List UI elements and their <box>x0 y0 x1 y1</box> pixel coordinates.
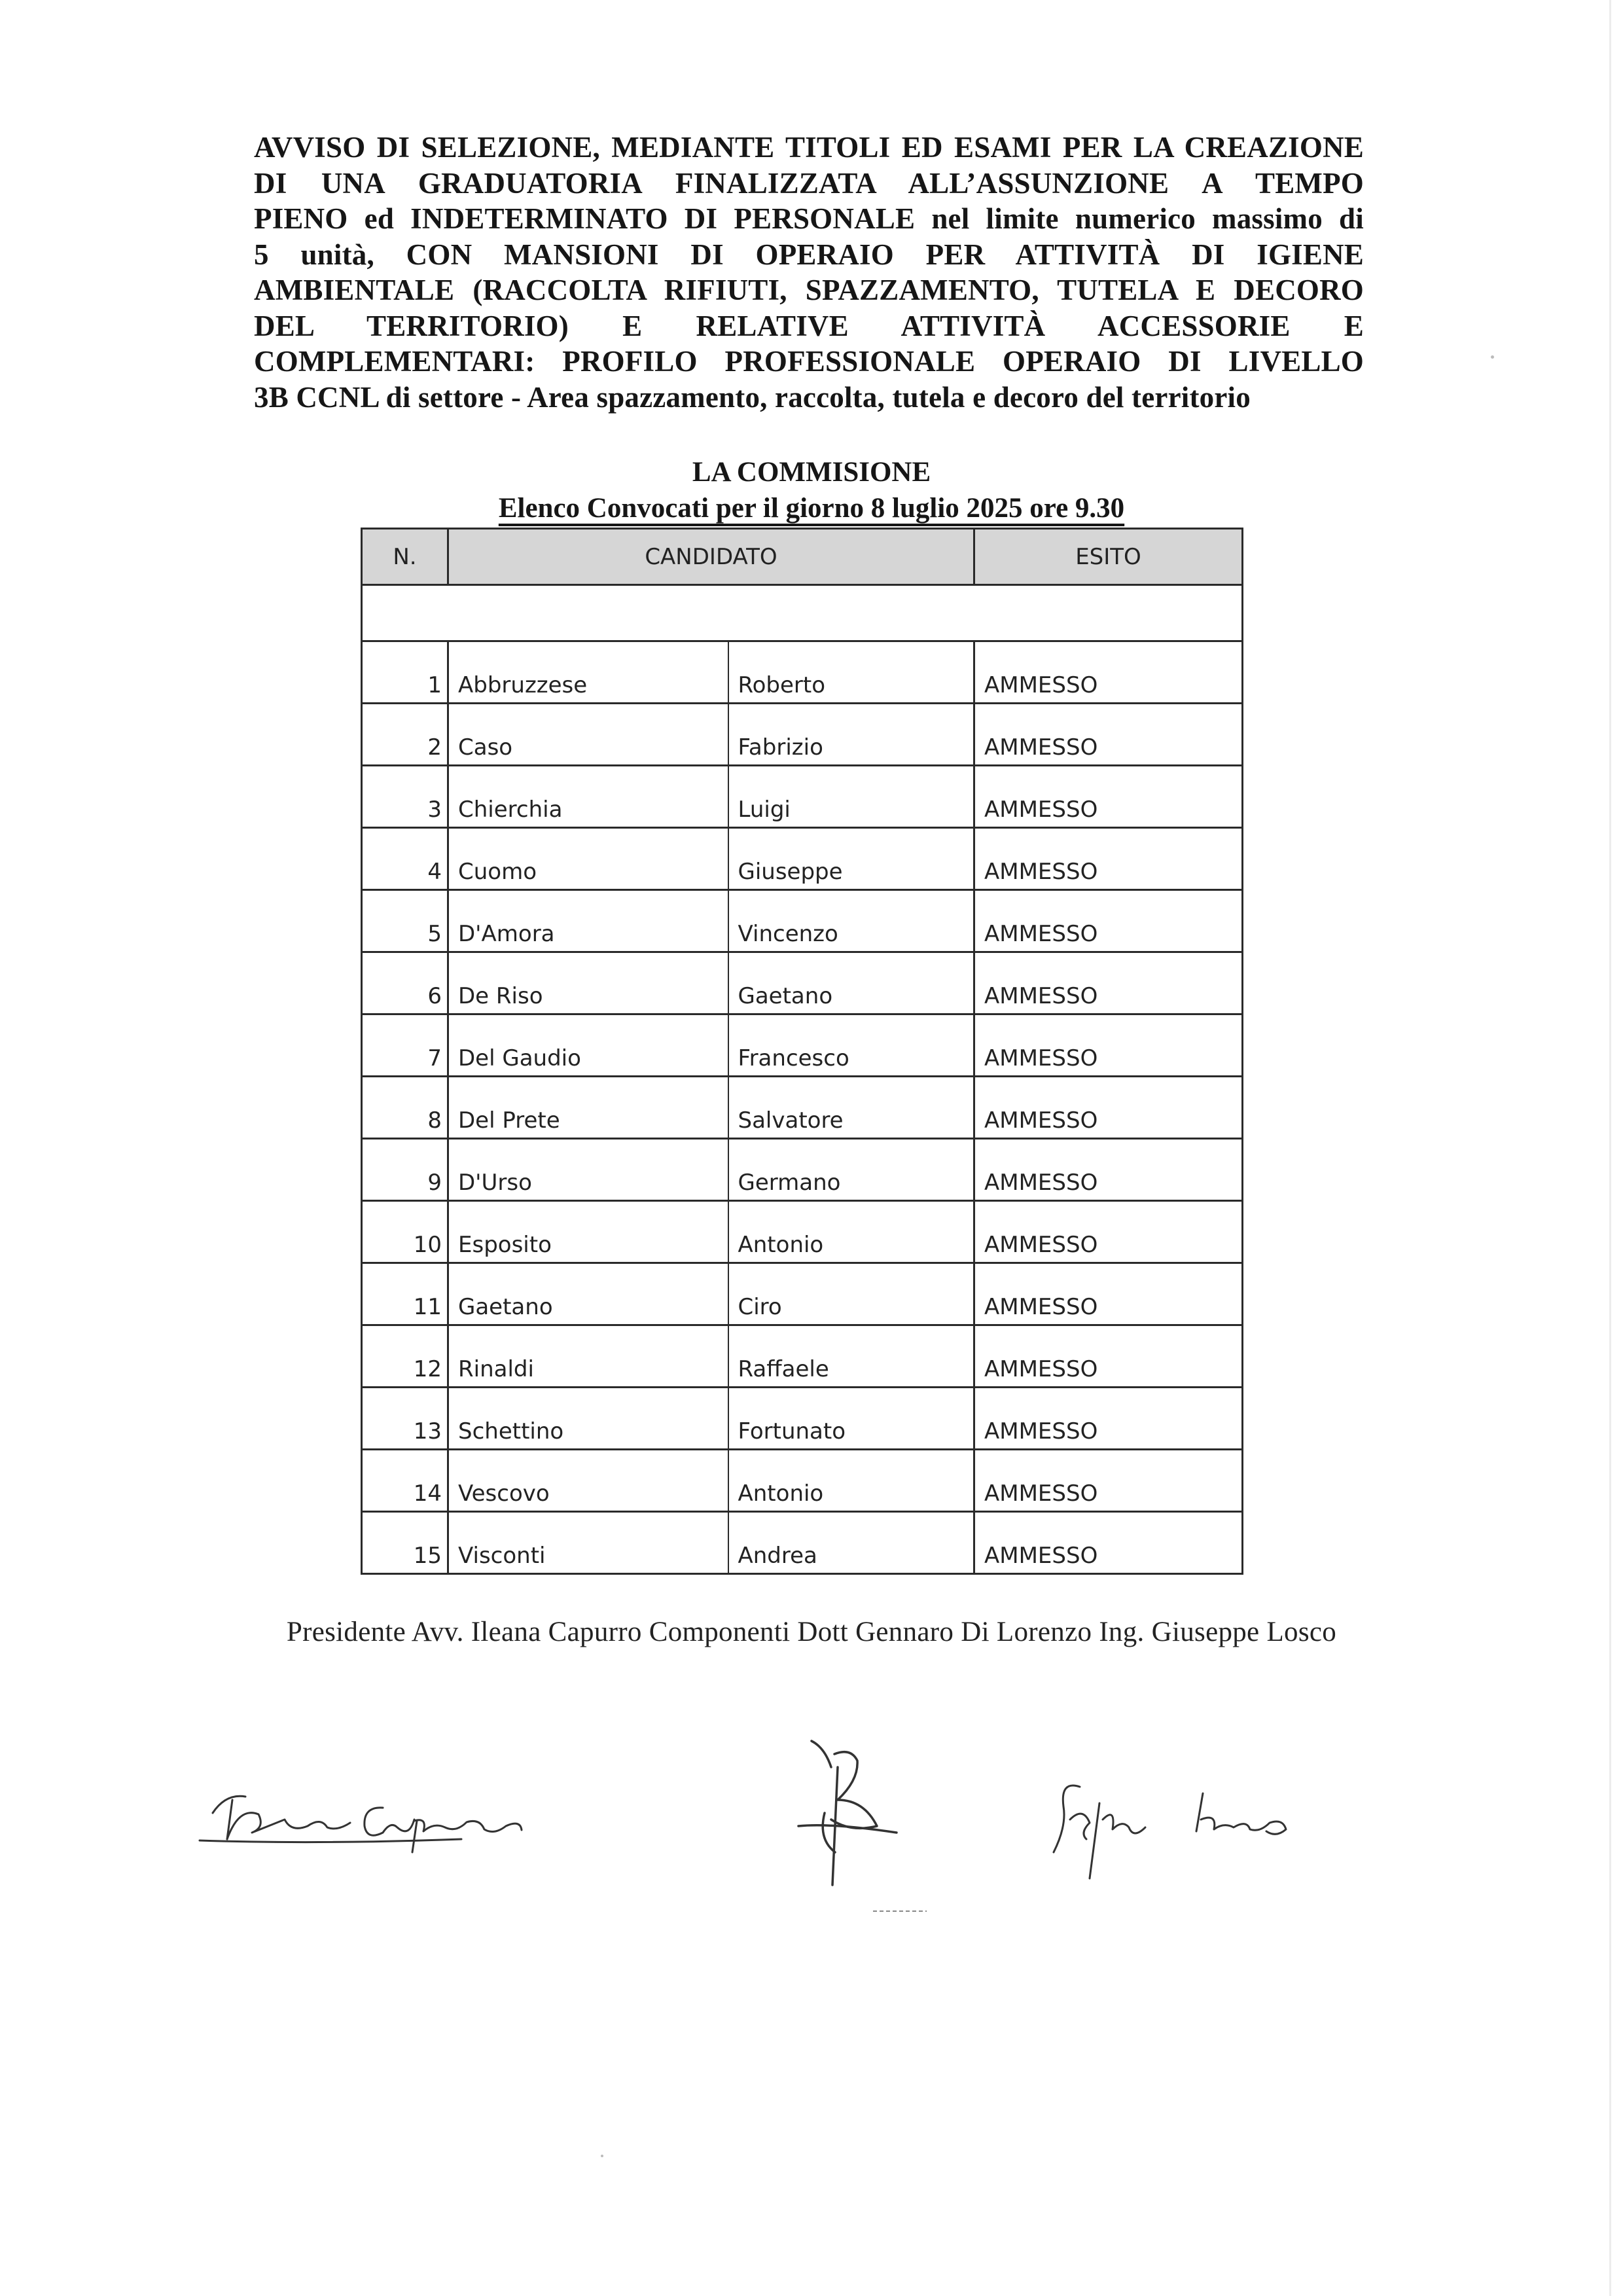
header-line: AMBIENTALE (RACCOLTA RIFIUTI, SPAZZAMENTO, TUTELA E DECORO <box>254 274 1364 306</box>
candidate-outcome: AMMESSO <box>974 704 1243 766</box>
candidate-surname: Rinaldi <box>448 1325 728 1388</box>
scan-edge-line <box>1609 0 1611 2296</box>
table-row <box>362 641 1243 704</box>
candidate-surname: Chierchia <box>448 766 728 828</box>
row-number: 9 <box>362 1139 448 1201</box>
notice-header <box>254 130 1364 415</box>
scan-speck <box>1491 355 1494 359</box>
table-row <box>362 766 1243 828</box>
blank-row <box>362 585 1243 641</box>
header-line: DI UNA GRADUATORIA FINALIZZATA ALL’ASSUNZIONE A TEMPO <box>254 166 1364 200</box>
candidate-outcome: AMMESSO <box>974 1201 1243 1263</box>
row-number: 5 <box>362 890 448 952</box>
table-row <box>362 1201 1243 1263</box>
row-number: 7 <box>362 1014 448 1077</box>
candidate-name: Ciro <box>728 1263 974 1325</box>
row-number: 6 <box>362 952 448 1014</box>
candidate-surname: Cuomo <box>448 828 728 890</box>
scan-speck <box>601 2155 603 2157</box>
candidate-surname: Esposito <box>448 1201 728 1263</box>
candidate-name: Raffaele <box>728 1325 974 1388</box>
candidate-outcome: AMMESSO <box>974 1077 1243 1139</box>
member-signature-2 <box>1034 1767 1309 1885</box>
scan-mark <box>870 1908 929 1914</box>
candidate-outcome: AMMESSO <box>974 952 1243 1014</box>
convocati-title: Elenco Convocati per il giorno 8 luglio 2025 ore 9.30 <box>498 493 1125 524</box>
commission-title: LA COMMISIONE <box>692 457 931 488</box>
candidate-surname: Visconti <box>448 1512 728 1574</box>
blank-cell <box>362 585 1243 641</box>
table-row <box>362 1014 1243 1077</box>
candidate-name: Antonio <box>728 1450 974 1512</box>
row-number: 13 <box>362 1388 448 1450</box>
candidate-outcome: AMMESSO <box>974 1388 1243 1450</box>
candidate-outcome: AMMESSO <box>974 1263 1243 1325</box>
candidate-name: Germano <box>728 1139 974 1201</box>
row-number: 1 <box>362 641 448 704</box>
candidate-name: Giuseppe <box>728 828 974 890</box>
candidate-outcome: AMMESSO <box>974 828 1243 890</box>
header-outcome: ESITO <box>974 529 1243 585</box>
candidate-outcome: AMMESSO <box>974 1512 1243 1574</box>
candidate-name: Fortunato <box>728 1388 974 1450</box>
candidate-name: Andrea <box>728 1512 974 1574</box>
row-number: 10 <box>362 1201 448 1263</box>
candidate-surname: Gaetano <box>448 1263 728 1325</box>
row-number: 8 <box>362 1077 448 1139</box>
header-line: AVVISO DI SELEZIONE, MEDIANTE TITOLI ED ESAMI PER LA CREAZIONE <box>254 131 1364 164</box>
candidate-surname: De Riso <box>448 952 728 1014</box>
candidate-surname: Vescovo <box>448 1450 728 1512</box>
header-line: 5 unità, CON MANSIONI DI OPERAIO PER ATTIVITÀ DI IGIENE <box>254 238 1364 271</box>
candidate-surname: Del Gaudio <box>448 1014 728 1077</box>
table-row <box>362 704 1243 766</box>
row-number: 14 <box>362 1450 448 1512</box>
row-number: 3 <box>362 766 448 828</box>
candidate-surname: Del Prete <box>448 1077 728 1139</box>
table-row <box>362 1263 1243 1325</box>
candidate-name: Salvatore <box>728 1077 974 1139</box>
candidate-name: Fabrizio <box>728 704 974 766</box>
header-line: COMPLEMENTARI: PROFILO PROFESSIONALE OPERAIO DI LIVELLO <box>254 345 1364 378</box>
candidate-outcome: AMMESSO <box>974 766 1243 828</box>
candidate-surname: D'Amora <box>448 890 728 952</box>
table-row <box>362 1325 1243 1388</box>
candidate-outcome: AMMESSO <box>974 1450 1243 1512</box>
candidate-name: Francesco <box>728 1014 974 1077</box>
table-row <box>362 952 1243 1014</box>
candidate-outcome: AMMESSO <box>974 1139 1243 1201</box>
member-signature-1 <box>772 1728 923 1898</box>
header-number: N. <box>362 529 448 585</box>
table-row <box>362 1512 1243 1574</box>
table-header-row <box>362 529 1243 585</box>
candidate-outcome: AMMESSO <box>974 890 1243 952</box>
candidate-outcome: AMMESSO <box>974 641 1243 704</box>
header-candidate: CANDIDATO <box>448 529 974 585</box>
row-number: 4 <box>362 828 448 890</box>
candidates-table <box>361 528 1243 1575</box>
candidate-surname: Schettino <box>448 1388 728 1450</box>
candidate-surname: Caso <box>448 704 728 766</box>
table-row <box>362 1139 1243 1201</box>
candidate-name: Vincenzo <box>728 890 974 952</box>
header-line: PIENO ed INDETERMINATO DI PERSONALE nel limite numerico massimo di <box>254 202 1364 235</box>
candidate-outcome: AMMESSO <box>974 1325 1243 1388</box>
header-line: DEL TERRITORIO) E RELATIVE ATTIVITÀ ACCESSORIE E <box>254 309 1364 342</box>
president-signature <box>187 1767 553 1859</box>
table-row <box>362 828 1243 890</box>
table-row <box>362 890 1243 952</box>
header-line: 3B CCNL di settore - Area spazzamento, raccolta, tutela e decoro del territorio <box>254 380 1251 414</box>
candidate-name: Luigi <box>728 766 974 828</box>
table-row <box>362 1450 1243 1512</box>
candidate-surname: D'Urso <box>448 1139 728 1201</box>
candidate-outcome: AMMESSO <box>974 1014 1243 1077</box>
candidate-surname: Abbruzzese <box>448 641 728 704</box>
row-number: 12 <box>362 1325 448 1388</box>
commission-members-line: Presidente Avv. Ileana Capurro Componenti Dott Gennaro Di Lorenzo Ing. Giuseppe Losco <box>286 1617 1337 1647</box>
candidate-name: Roberto <box>728 641 974 704</box>
table-row <box>362 1388 1243 1450</box>
table-row <box>362 1077 1243 1139</box>
candidate-name: Gaetano <box>728 952 974 1014</box>
row-number: 11 <box>362 1263 448 1325</box>
row-number: 15 <box>362 1512 448 1574</box>
candidate-name: Antonio <box>728 1201 974 1263</box>
row-number: 2 <box>362 704 448 766</box>
